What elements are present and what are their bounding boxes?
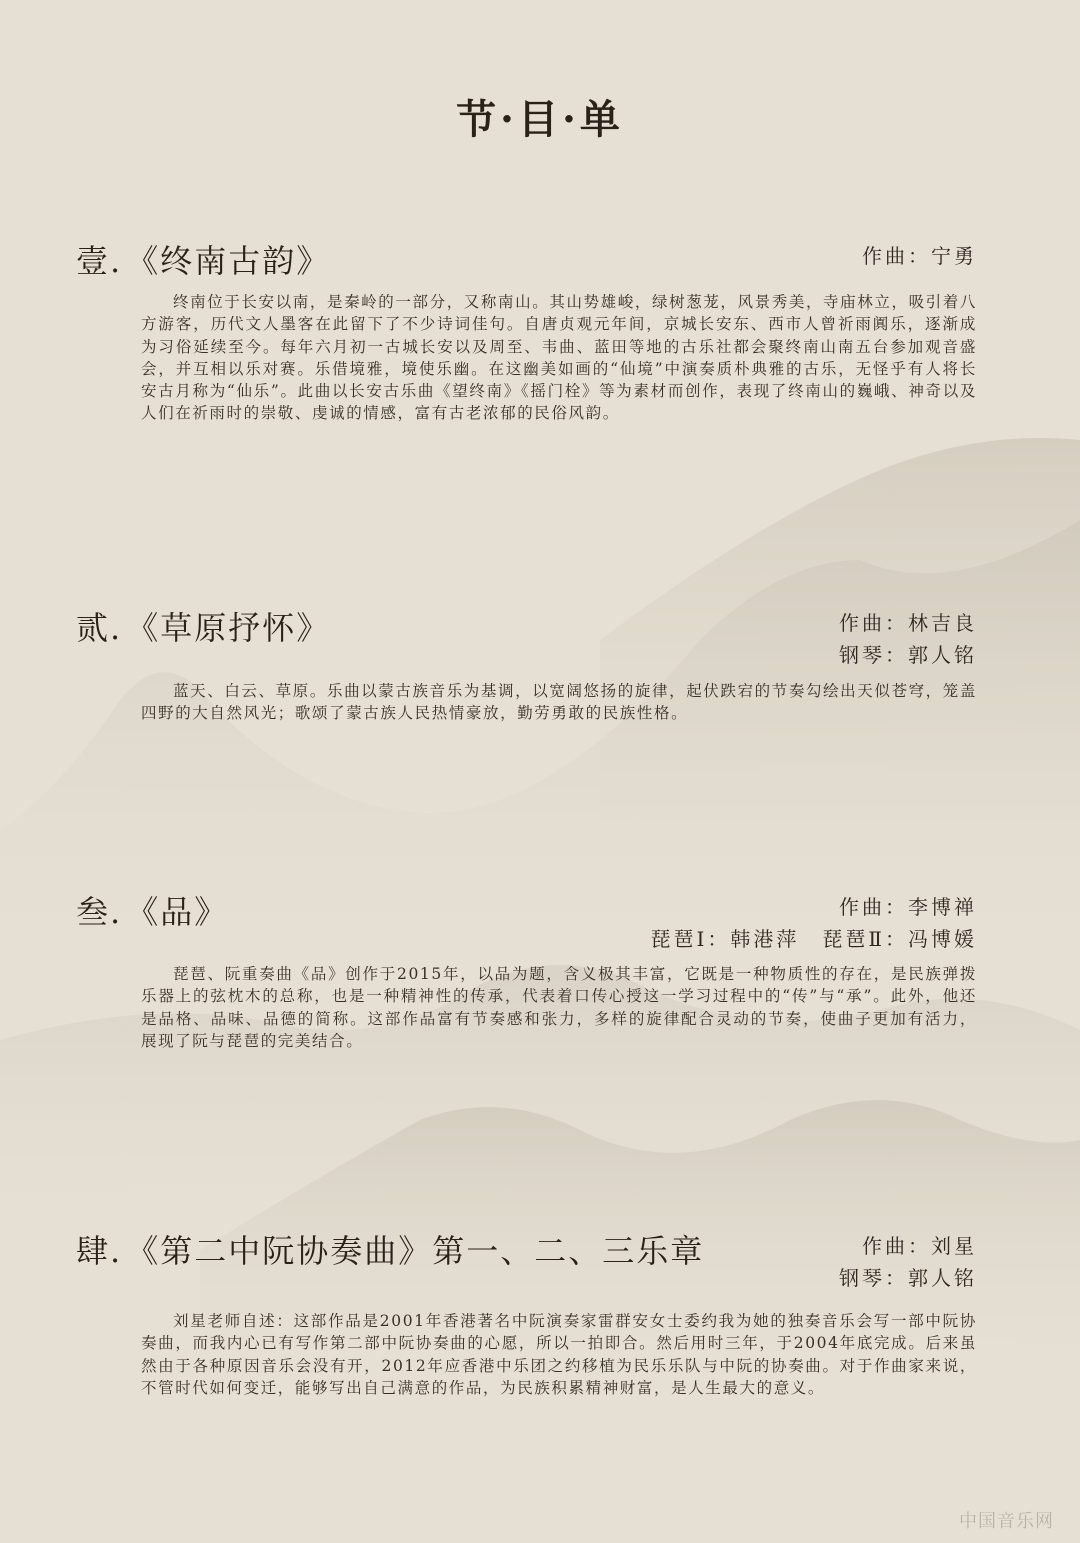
watermark: 中国音乐网 xyxy=(959,1511,1054,1532)
credit-composer: 作曲：林吉良 xyxy=(839,611,977,635)
credit-performer: 琵琶Ⅰ：韩港萍 琵琶Ⅱ：冯博媛 xyxy=(650,927,977,951)
credit-composer: 作曲：刘星 xyxy=(862,1234,977,1258)
page-title: 节·目·单 xyxy=(456,96,624,143)
program-name: 《第二中阮协奏曲》第一、二、三乐章 xyxy=(126,1232,705,1270)
program-credits xyxy=(651,891,978,955)
program-credits xyxy=(839,607,977,671)
program-heading xyxy=(76,1226,704,1272)
program-description: 终南位于长安以南，是秦岭的一部分，又称南山。其山势雄峻，绿树葱茏，风景秀美，寺庙林立，吸引着八方游客，历代文人墨客在此留下了不少诗词佳句。自唐贞观元年间，京城长安东、西市人曾祈雨阗乐，逐渐成为习俗延续至今。每年六月初一古城长安以及周至、韦曲、蓝田等地的古乐社都会聚终南山南五台参加观音盛会，并互相以乐对赛。乐借境雅，境使乐幽。在这幽美如画的“仙境”中演奏质朴典雅的古乐，无怪乎有人将长安古月称为“仙乐”。此曲以长安古乐曲《望终南》《摇门栓》等为素材而创作，表现了终南山的巍峨、神奇以及人们在祈雨时的崇敬、虔诚的情感，富有古老浓郁的民俗风韵。 xyxy=(141,293,977,423)
program-heading xyxy=(76,887,228,933)
program-name: 《品》 xyxy=(126,893,229,931)
program-description: 蓝天、白云、草原。乐曲以蒙古族音乐为基调，以宽阔悠扬的旋律，起伏跌宕的节奏勾绘出天似苍穹，笼盖四野的大自然风光；歌颂了蒙古族人民热情豪放，勤劳勇敢的民族性格。 xyxy=(141,682,977,723)
program-number: 肆. xyxy=(76,1232,123,1270)
program-number: 贰. xyxy=(76,609,123,647)
program-heading xyxy=(76,603,330,649)
program-description: 琵琶、阮重奏曲《品》创作于2015年，以品为题，含义极其丰富，它既是一种物质性的存在，是民族弹拨乐器上的弦枕木的总称，也是一种精神性的传承，代表着口传心授这一学习过程中的“传”与“承”。此外，他还是品格、品味、品德的简称。这部作品富有节奏感和张力，多样的旋律配合灵动的节奏，使曲子更加有活力，展现了阮与琵琶的完美结合。 xyxy=(141,965,977,1050)
program-heading xyxy=(76,236,330,282)
program-credits xyxy=(839,1230,977,1294)
credit-composer: 作曲：宁勇 xyxy=(862,244,977,268)
program-description: 刘星老师自述：这部作品是2001年香港著名中阮演奏家雷群安女士委约我为她的独奏音乐会写一部中阮协奏曲，而我内心已有写作第二部中阮协奏曲的心愿，所以一拍即合。然后用时三年，于2004年底完成。后来虽然由于各种原因音乐会没有开，2012年应香港中乐团之约移植为民乐乐队与中阮的协奏曲。对于作曲家来说，不管时代如何变迁，能够写出自己满意的作品，为民族积累精神财富，是人生最大的意义。 xyxy=(141,1312,977,1397)
credit-composer: 作曲：李博禅 xyxy=(839,895,977,919)
program-credits xyxy=(862,240,977,272)
program-number: 壹. xyxy=(76,242,123,280)
program-name: 《草原抒怀》 xyxy=(126,609,331,647)
program-name: 《终南古韵》 xyxy=(126,242,331,280)
program-number: 叁. xyxy=(76,893,123,931)
credit-performer: 钢琴：郭人铭 xyxy=(839,1266,977,1290)
credit-performer: 钢琴：郭人铭 xyxy=(839,643,977,667)
